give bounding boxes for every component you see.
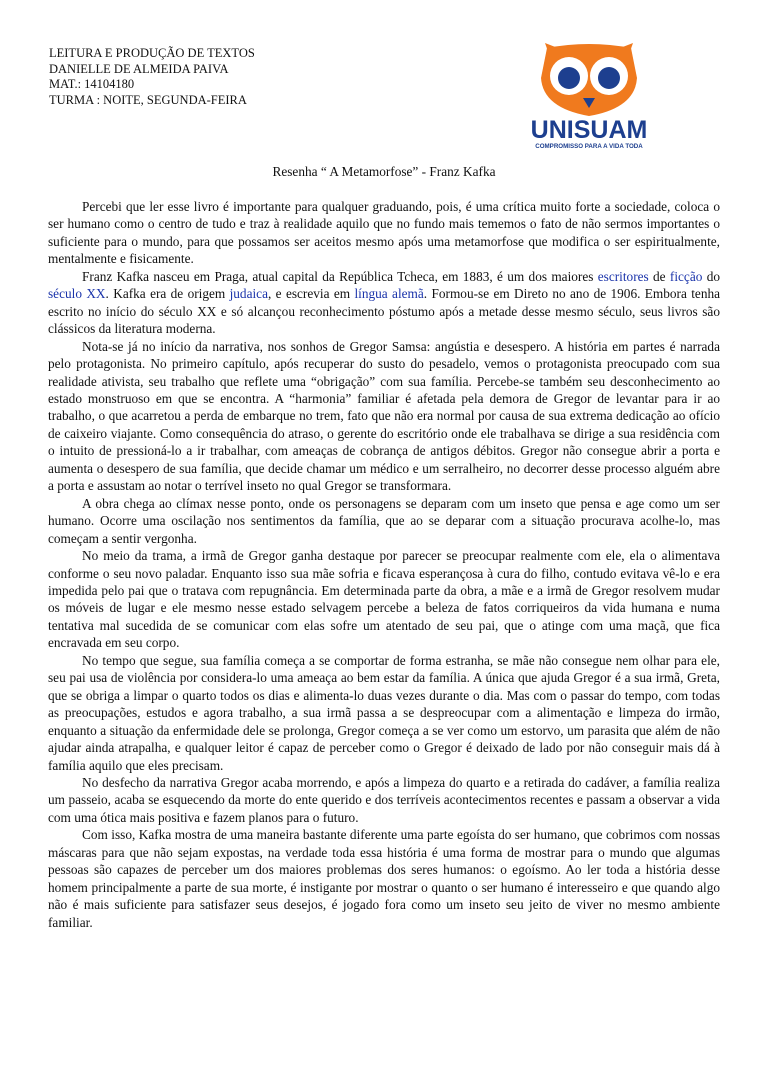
document-header <box>49 46 255 108</box>
paragraph-climax: A obra chega ao clímax nesse ponto, onde os personagens se deparam com um inseto que pensa e age como um ser humano. Ocorre uma oscilação nos sentimentos da família, que ao se deparar com a situação procurava acolhe-lo, mas começam a sentir vergonha. <box>48 495 720 546</box>
owl-logo-icon <box>513 38 673 150</box>
logo-tagline: COMPROMISSO PARA A VIDA TODA <box>535 143 643 150</box>
author-text-2: de <box>648 268 670 284</box>
logo-wordmark: UNISUAM <box>530 116 648 144</box>
link-lingua-alema[interactable]: língua alemã <box>354 286 424 302</box>
link-seculo-xx[interactable]: século XX <box>48 286 106 302</box>
review-body <box>48 198 720 931</box>
author-text-6: . Formou-se em Direto no ano de 1906. Embora tenha escrito no início do século XX e só alcançou reconhecimento póstumo após a metade desse mesmo século, seus livros são clássicos da literatura moderna. <box>48 286 721 337</box>
review-title: Resenha “ A Metamorfose” - Franz Kafka <box>272 164 496 179</box>
author-text-1: Franz Kafka nasceu em Praga, atual capital da República Tcheca, em 1883, é um dos maiores <box>82 268 598 284</box>
link-judaica[interactable]: judaica <box>229 286 268 302</box>
author-text-4: . Kafka era de origem <box>105 286 230 302</box>
class-info: TURMA : NOITE, SEGUNDA-FEIRA <box>49 92 247 107</box>
paragraph-family: No tempo que segue, sua família começa a se comportar de forma estranha, se mãe não consegue nem olhar para ele, seu pai usa de violência por considera-lo uma ameaça ao bem estar da família. A única que ajuda Gregor é a sua irmã, Greta, que se obriga a limpar o quarto todos os dias e alimenta-lo duas vezes durante o dia. Mas com o passar do tempo, com todas as preocupações, estudos e agora trabalho, a sua irmã passa a se despreocupar com a alimentação e limpeza do irmão, enquanto a situação da enfermidade dele se prolonga, Gregor começa a se ver como um estorvo, um parasita que além de não ajudar ainda atrapalha, e qualquer leitor é capaz de perceber como o Gregor é deixado de lado por não conseguir mais dá à família aquilo que eles precisam. <box>48 652 720 773</box>
paragraph-sister: No meio da trama, a irmã de Gregor ganha destaque por parecer se preocupar realmente com ele, ela o alimentava conforme o seu novo paladar. Enquanto isso sua mãe sofria e ficava esperançosa à cura do filho, contudo evitava vê-lo e era impedida pelo pai que o tratava com repugnância. Em determinada parte da obra, a mãe e a irmã de Gregor resolvem mudar os móveis de lugar e ele mesmo nesse estado selvagem percebe a beleza de fatos corriqueiros da vida humana e numa tentativa mal sucedida de se comunicar com elas sofre um atentado de seu pai, que o atinge com uma maçã, que fica encravada em seu corpo. <box>48 548 720 651</box>
student-name: DANIELLE DE ALMEIDA PAIVA <box>49 61 229 76</box>
unisuam-logo <box>513 38 673 150</box>
course-name: LEITURA E PRODUÇÃO DE TEXTOS <box>49 46 255 60</box>
paragraph-ending: No desfecho da narrativa Gregor acaba morrendo, e após a limpeza do quarto e a retirada do cadáver, a família realiza um passeio, acaba se esquecendo da morte do ente querido e dos terríveis acontecimentos recentes e passam a observar a vida com uma ótica mais positiva e fazem planos para o futuro. <box>48 774 720 825</box>
link-escritores[interactable]: escritores <box>597 268 649 284</box>
paragraph-narrative: Nota-se já no início da narrativa, nos sonhos de Gregor Samsa: angústia e desespero. A história em partes é narrada pelo protagonista. No primeiro capítulo, após recuperar do susto do pesadelo, vemos o protagonista preocupado com sua realidade ativista, seu trabalho que reflete uma “obrigação” com sua família. Percebe-se também seu desconhecimento ao estado monstruoso em que se encontra. A “harmonia” familiar é afetada pela demora de Gregor de levantar para ir ao trabalho, o que acarretou a perda de embarque no trem, fato que não era normal por causa de sua extrema dedicação ao ofício de caixeiro viajante. Como consequência do atraso, o gerente do escritório onde ele trabalhava se dirige a sua residência com o intuito de pressioná-lo a ir trabalhar, com ameaças de cobrança de antigos débitos. Gregor não consegue abrir a porta e aumenta o desespero de sua família, que decide chamar um médico e um serralheiro, no decorrer desse processo alguém abre a porta e assustam ao notar o terrível inseto no qual Gregor se transformara. <box>48 338 720 494</box>
student-registration: MAT.: 14104180 <box>49 77 135 91</box>
paragraph-conclusion: Com isso, Kafka mostra de uma maneira bastante diferente uma parte egoísta do ser humano, que cobrimos com nossas máscaras para que não sejam expostas, na verdade toda essa história é uma forma de mostrar para o mundo que algumas pessoas são capazes de perceber um dos maiores problemas dos seres humanos: o egoísmo. Ao ler toda a história desse homem principalmente a parte de sua morte, é instigante por mostrar o quanto o ser humano é interesseiro e que quando algo não é mais suficiente para satisfazer seus desejos, é jogado fora como um inseto seu jeito de viver no mesmo ambiente familiar. <box>48 827 720 930</box>
paragraph-author <box>48 268 720 338</box>
link-ficcao[interactable]: ficção <box>669 268 703 284</box>
paragraph-intro: Percebi que ler esse livro é importante para qualquer graduando, pois, é uma crítica muito forte a sociedade, coloca o ser humano como o centro de tudo e traz à realidade aquilo que no fundo mais tememos o fato de não sermos importantes o suficiente para o mundo, para que possamos ser aceitos mesmo após uma metamorfose que modifica o ser espiritualmente, mentalmente e fisicamente. <box>48 199 720 267</box>
author-text-5: , e escrevia em <box>268 286 355 302</box>
author-text-3: do <box>702 268 720 284</box>
